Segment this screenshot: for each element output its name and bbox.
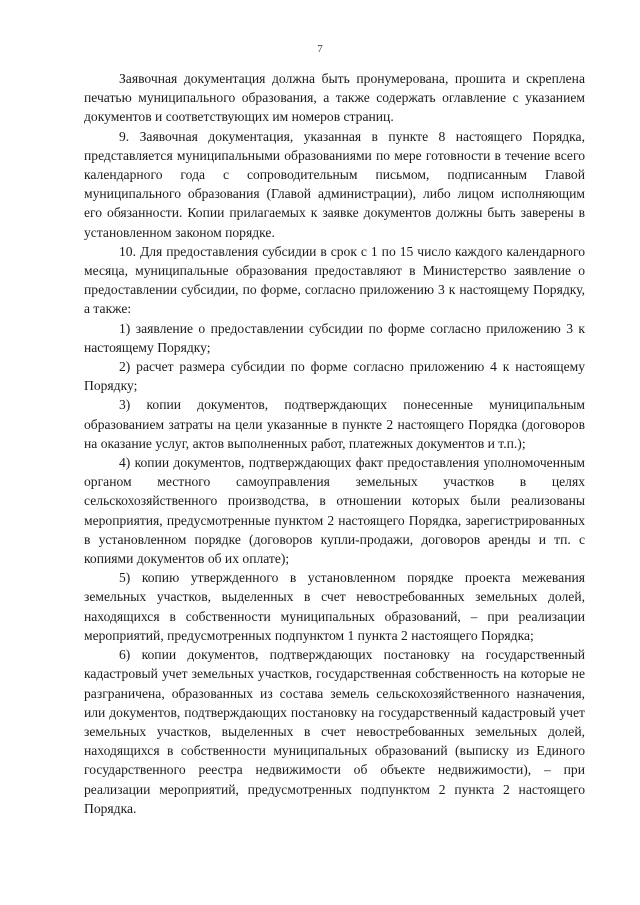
page-number: 7 [317,43,323,55]
list-item-1: 1) заявление о предоставлении субсидии по форме согласно приложению 3 к настоящему Порядку; [84,320,585,355]
document-body [84,69,585,818]
paragraph-item-10: 10. Для предоставления субсидии в срок с 1 по 15 число каждого календарного месяца, муниципальные образования предоставляют в Министерство заявление о предоставлении субсидии, по форме, согласно приложению 3 к настоящему Порядку, а также: [84,243,585,317]
paragraph-documentation-requirements: Заявочная документация должна быть пронумерована, прошита и скреплена печатью муниципального образования, а также содержать оглавление с указанием документов и соответствующих им номеров страниц. [84,71,585,125]
list-item-4: 4) копии документов, подтверждающих факт предоставления уполномоченным органом местного самоуправления земельных участков в целях сельскохозяйственного производства, в отношении которых были реализованы мероприятия, предусмотренные пунктом 2 настоящего Порядка, зарегистрированных в установленном порядке (договоров купли-продажи, договоров аренды и тп. с копиями документов об их оплате); [84,455,585,567]
list-item-2: 2) расчет размера субсидии по форме согласно приложению 4 к настоящему Порядку; [84,359,585,394]
list-item-6: 6) копии документов, подтверждающих постановку на государственный кадастровый учет земельных участков, государственная собственность на которые не разграничена, образованных из состава земель сельскохозяйственного назначения, или документов, подтверждающих постановку на государственный кадастровый учет земельных участков, выделенных в счет невостребованных земельных долей, находящихся в собственности муниципальных образований (выписку из Единого государственного реестра недвижимости об объекте недвижимости), – при реализации мероприятий, предусмотренных подпунктом 2 пункта 2 настоящего Порядка. [84,647,585,816]
paragraph-item-9: 9. Заявочная документация, указанная в пункте 8 настоящего Порядка, представляется муниципальными образованиями по мере готовности в течение всего календарного года с сопроводительным письмом, подписанным Главой муниципального образования (Главой администрации), либо лицом исполняющим его обязанности. Копии прилагаемых к заявке документов должны быть заверены в установленном законом порядке. [84,128,585,240]
list-item-5: 5) копию утвержденного в установленном порядке проекта межевания земельных участков, выделенных в счет невостребованных земельных долей, находящихся в собственности муниципальных образований, – при реализации мероприятий, предусмотренных подпунктом 1 пункта 2 настоящего Порядка; [84,570,585,643]
list-item-3: 3) копии документов, подтверждающих понесенные муниципальным образованием затраты на цели указанные в пункте 2 настоящего Порядка (договоров на оказание услуг, актов выполненных работ, платежных документов и т.п.); [84,397,585,451]
